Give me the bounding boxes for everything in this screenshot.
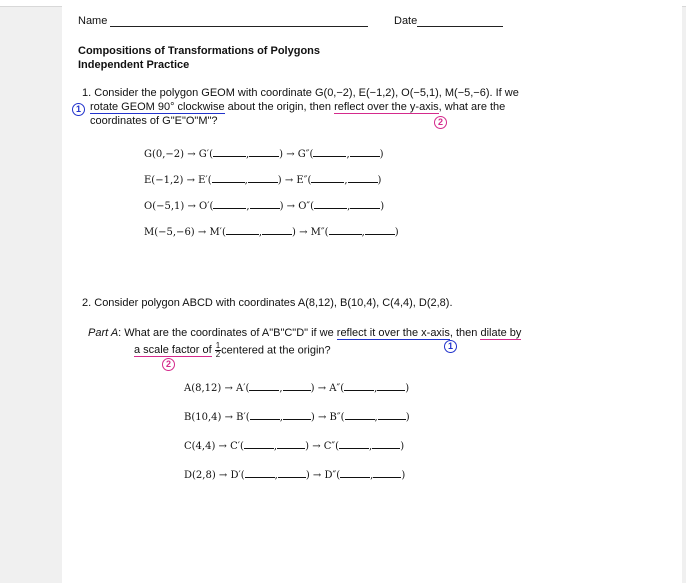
answer-blank[interactable] [245, 468, 275, 478]
date-field[interactable] [394, 15, 503, 27]
answer-blank[interactable] [350, 147, 380, 157]
fraction-denominator: 2 [215, 350, 221, 359]
q2-row: C(4,4) → C′( , ) → C″( , ) [184, 441, 405, 452]
q2-reflect-phrase: reflect it over the x-axis [336, 327, 450, 339]
answer-blank[interactable] [372, 439, 400, 449]
q1-line1: Consider the polygon GEOM with coordinate G(0,−2), E(−1,2), O(−5,1), M(−5,−6). If we [94, 87, 519, 99]
q1-reflect-phrase: reflect over the y-axis [334, 101, 439, 113]
title-line-2: Independent Practice [78, 59, 190, 71]
q2-row-mid: ) → D″( [305, 470, 341, 481]
q2-row: A(8,12) → A′( , ) → A″( , ) [184, 383, 410, 394]
answer-blank[interactable] [313, 147, 346, 157]
answer-blank[interactable] [340, 468, 370, 478]
q2-row: B(10,4) → B′( , ) → B″( , ) [184, 412, 410, 423]
q2-row-start: B(10,4) → B′( [184, 412, 250, 423]
q1-mid: about the origin, then [224, 101, 335, 113]
q1-number: 1. [82, 87, 92, 99]
q2-comma-then: , then [449, 327, 481, 339]
q2-partA-pre: : What are the coordinates of A"B"C"D" if we [118, 327, 337, 339]
date-blank[interactable] [417, 16, 503, 27]
answer-blank[interactable] [262, 225, 292, 235]
q1-text [82, 86, 519, 100]
date-label: Date [394, 15, 418, 27]
q2-scale-end: centered at the origin? [221, 344, 331, 357]
q2-row-mid: ) → C″( [305, 441, 340, 452]
answer-blank[interactable] [277, 439, 305, 449]
answer-blank[interactable] [250, 199, 280, 209]
q2-scale-phrase: a scale factor of [134, 344, 212, 357]
q1-row-start: M(−5,−6) → M′( [144, 227, 226, 238]
q1-row: M(−5,−6) → M′( , ) → M″( , ) [144, 227, 399, 238]
q1-row-start: G(0,−2) → G′( [144, 149, 213, 160]
answer-blank[interactable] [283, 381, 311, 391]
q1-row: E(−1,2) → E′( , ) → E″( , ) [144, 175, 382, 186]
answer-blank[interactable] [373, 468, 401, 478]
q1-row-mid: ) → O″( [279, 201, 315, 212]
q1-row-start: E(−1,2) → E′( [144, 175, 212, 186]
title-line-1: Compositions of Transformations of Polygons [78, 45, 321, 57]
name-blank[interactable] [110, 16, 368, 27]
q1-row-start: O(−5,1) → O′( [144, 201, 214, 212]
answer-blank[interactable] [283, 410, 311, 420]
name-label: Name [78, 15, 108, 27]
answer-blank[interactable] [311, 173, 344, 183]
answer-blank[interactable] [377, 381, 405, 391]
answer-blank[interactable] [226, 225, 259, 235]
answer-blank[interactable] [378, 410, 406, 420]
annotation-step-2: 2 [162, 358, 175, 371]
answer-blank[interactable] [344, 381, 374, 391]
answer-blank[interactable] [249, 381, 279, 391]
q1-line2 [90, 100, 505, 114]
annotation-step-2: 2 [434, 116, 447, 129]
q1-row-end: ) [377, 175, 382, 186]
q2-row-end: ) [405, 383, 410, 394]
page-title [78, 44, 320, 72]
q1-row-mid: ) → E″( [277, 175, 312, 186]
q2-partA-line2 [134, 342, 331, 359]
answer-blank[interactable] [250, 410, 280, 420]
worksheet-page [62, 0, 682, 583]
q1-row: O(−5,1) → O′( , ) → O″( , ) [144, 201, 385, 212]
q1-row-mid: ) → M″( [292, 227, 329, 238]
answer-blank[interactable] [329, 225, 362, 235]
q1-row-end: ) [379, 149, 384, 160]
q2-partA-label: Part A [88, 327, 119, 339]
q1-row-end: ) [394, 227, 399, 238]
q1-rotate-phrase: rotate GEOM 90° clockwise [90, 101, 225, 113]
q1-row: G(0,−2) → G′( , ) → G″( , ) [144, 149, 384, 160]
q1-line3: coordinates of G"E"O"M"? [90, 115, 218, 127]
q2-text [82, 296, 453, 310]
q2-row: D(2,8) → D′( , ) → D″( , ) [184, 470, 406, 481]
q2-row-end: ) [401, 470, 406, 481]
answer-blank[interactable] [244, 439, 274, 449]
q2-row-mid: ) → A″( [310, 383, 345, 394]
answer-blank[interactable] [345, 410, 375, 420]
answer-blank[interactable] [348, 173, 378, 183]
answer-blank[interactable] [249, 147, 279, 157]
q2-row-end: ) [405, 412, 410, 423]
q2-row-start: D(2,8) → D′( [184, 470, 245, 481]
q1-end: , what are the [438, 101, 506, 113]
q1-row-end: ) [380, 201, 385, 212]
q2-row-start: A(8,12) → A′( [184, 383, 250, 394]
answer-blank[interactable] [365, 225, 395, 235]
fraction-numerator: 1 [215, 341, 221, 350]
q1-row-mid: ) → G″( [279, 149, 314, 160]
answer-blank[interactable] [278, 468, 306, 478]
q2-number: 2. [82, 297, 92, 309]
answer-blank[interactable] [248, 173, 278, 183]
q2-row-start: C(4,4) → C′( [184, 441, 244, 452]
answer-blank[interactable] [350, 199, 380, 209]
answer-blank[interactable] [212, 173, 245, 183]
annotation-step-1: 1 [444, 340, 457, 353]
answer-blank[interactable] [314, 199, 347, 209]
answer-blank[interactable] [213, 199, 246, 209]
q2-partA-line1 [88, 326, 521, 340]
answer-blank[interactable] [339, 439, 369, 449]
q2-row-end: ) [400, 441, 405, 452]
annotation-step-1: 1 [72, 103, 85, 116]
q2-row-mid: ) → B″( [310, 412, 345, 423]
q2-dilate-phrase: dilate by [480, 327, 522, 339]
q2-line1: Consider polygon ABCD with coordinates A(8,12), B(10,4), C(4,4), D(2,8). [94, 297, 453, 309]
name-field[interactable] [78, 15, 368, 27]
answer-blank[interactable] [213, 147, 246, 157]
